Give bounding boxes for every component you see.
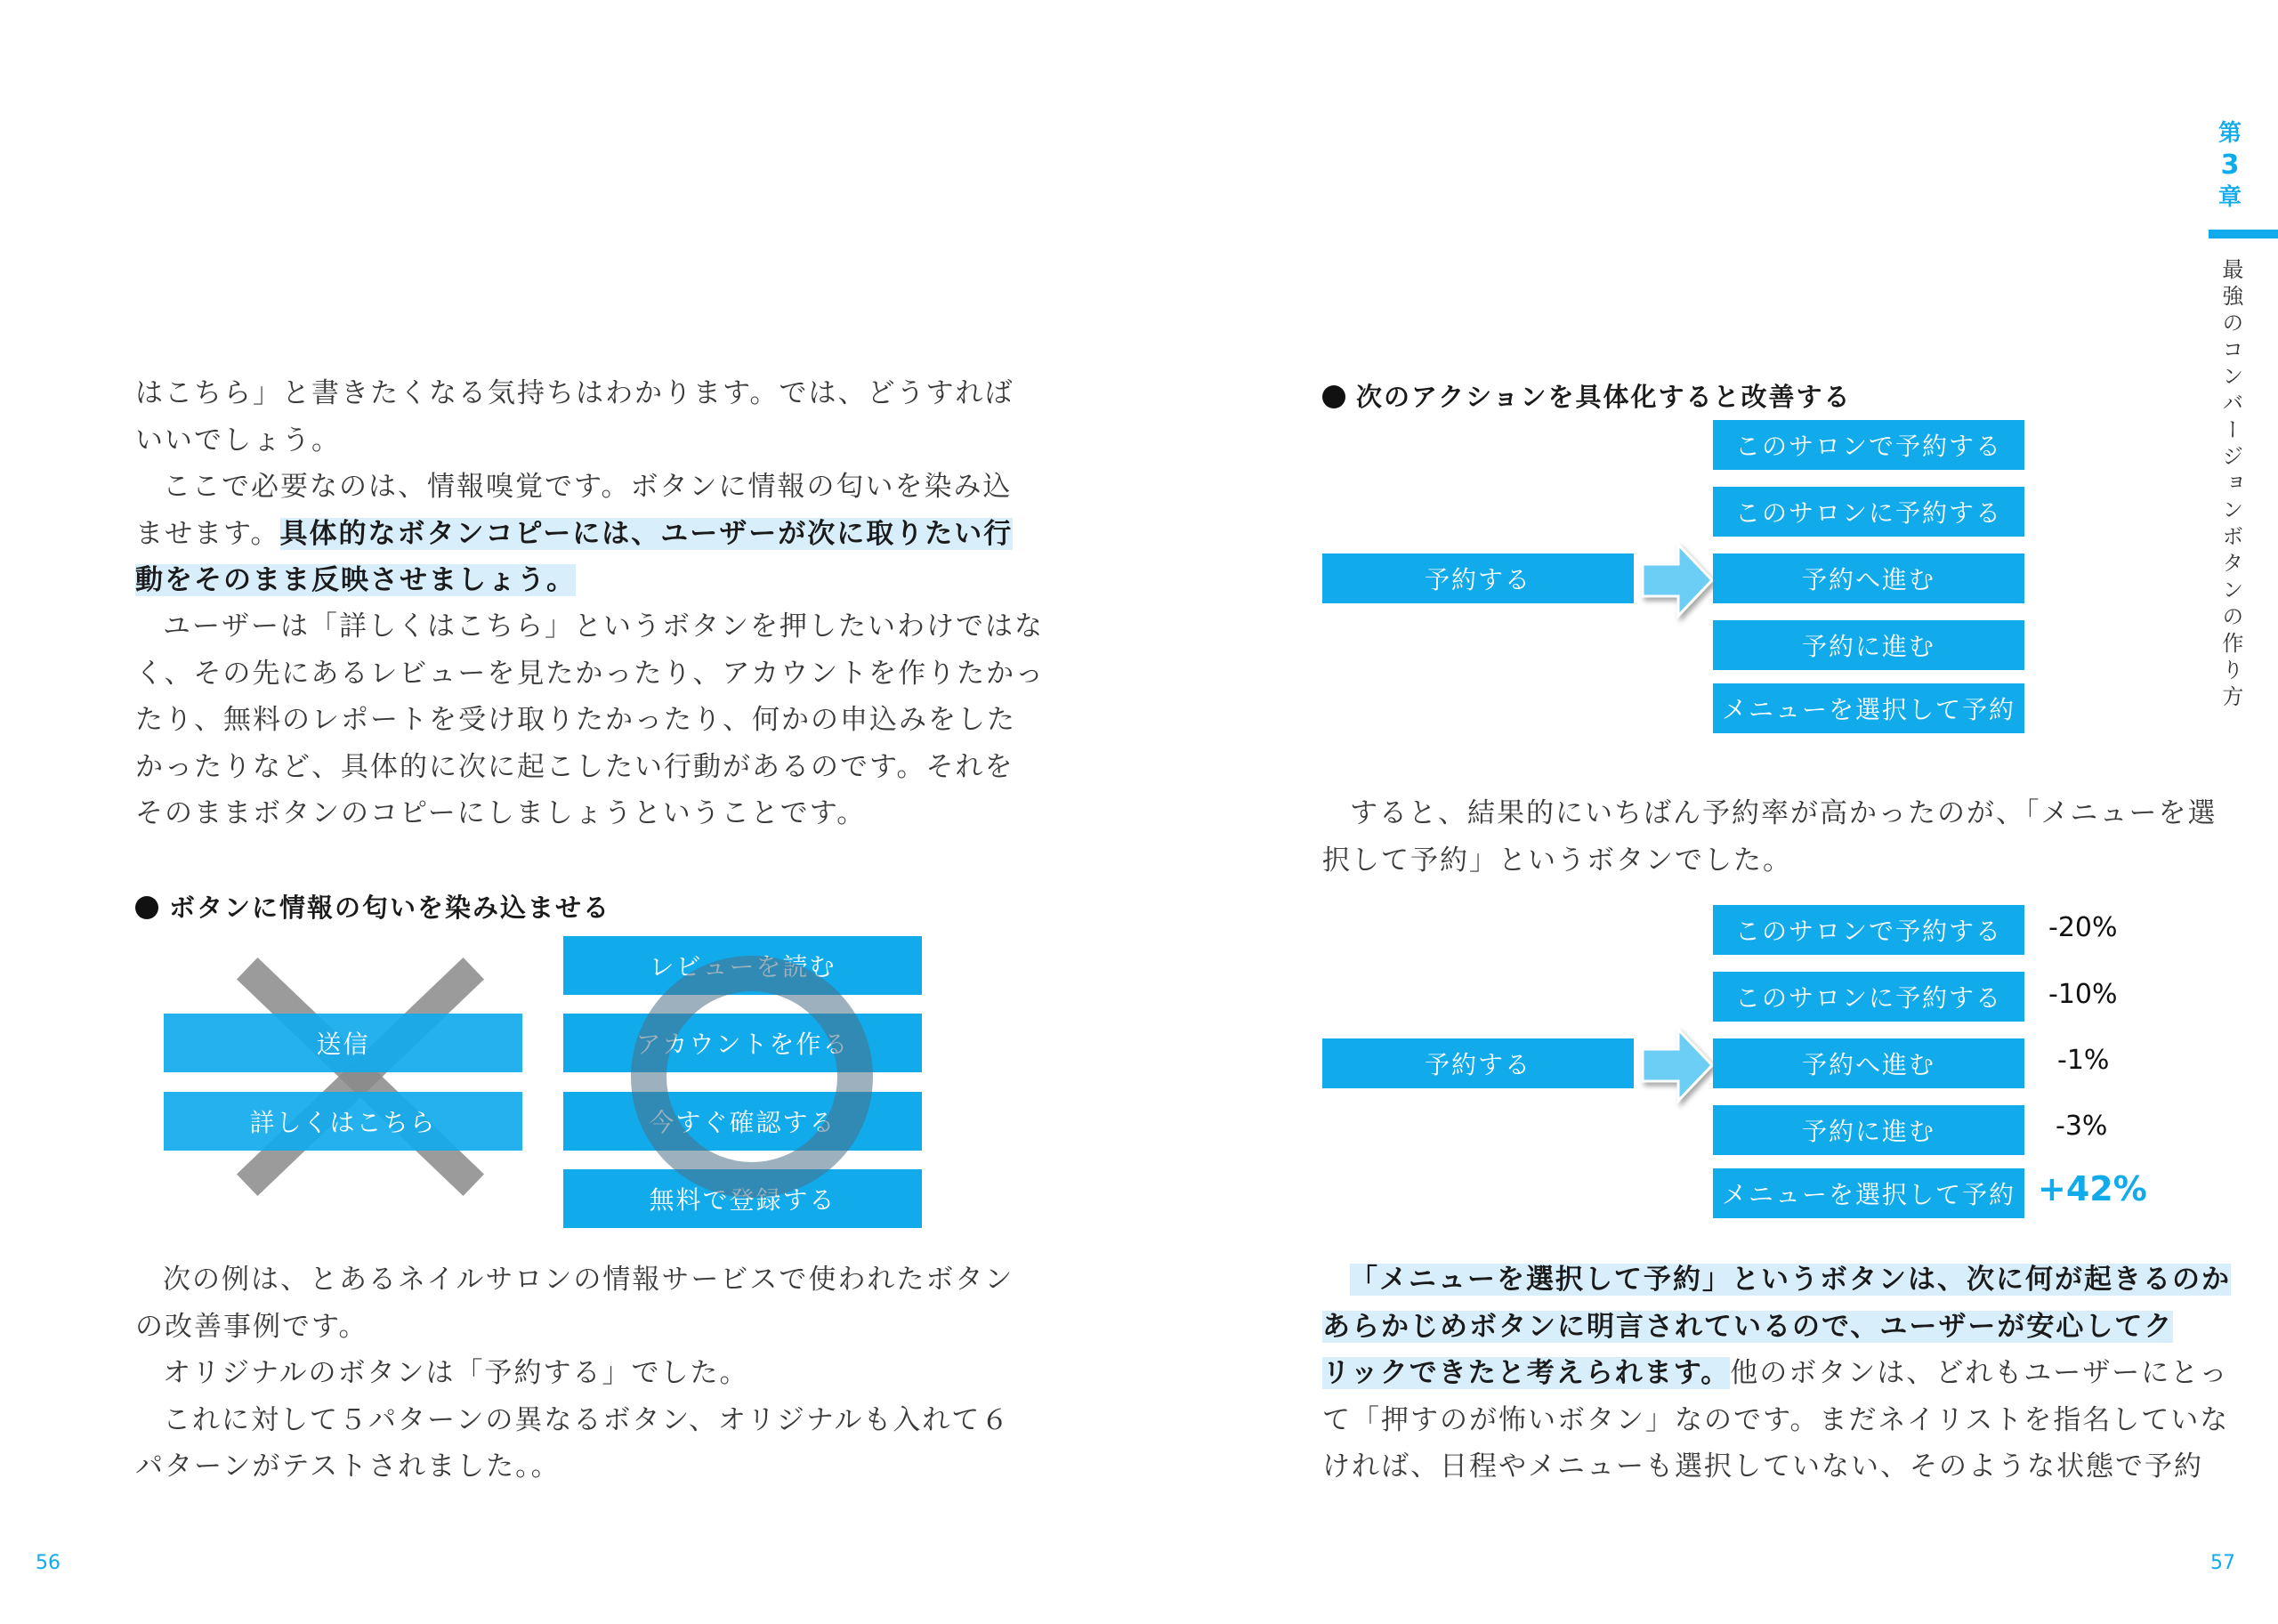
variant-button[interactable]: 予約に進む <box>1713 620 2024 670</box>
result-change: -3% <box>2056 1111 2108 1142</box>
text-line: パターンがテストされました。。 <box>135 1450 561 1483</box>
heading-text: 次のアクションを具体化すると改善する <box>1356 382 1852 412</box>
text-line: これに対して５パターンの異なるボタン、オリジナルも入れて６ <box>163 1403 1011 1436</box>
text-line: オリジナルのボタンは「予約する」でした。 <box>163 1357 749 1389</box>
highlighted-text: 動をそのまま反映させましょう。 <box>135 564 576 596</box>
arrow-icon <box>1637 1022 1717 1108</box>
x-mark-icon <box>240 961 481 1192</box>
text-line: たり、無料のレポートを受け取りたかったり、何かの申込みをした <box>135 704 1016 736</box>
arrow-icon <box>1637 537 1717 623</box>
text-line: 次の例は、とあるネイルサロンの情報サービスで使われたボタン <box>163 1264 1014 1296</box>
text-line: の改善事例です。 <box>135 1310 368 1343</box>
highlighted-text: 「メニューを選択して予約」というボタンは、次に何が起きるのか <box>1350 1264 2231 1296</box>
text-line <box>1322 1304 2231 1351</box>
variant-button[interactable]: 予約へ進む <box>1713 553 2024 603</box>
text-line: 択して予約」というボタンでした。 <box>1322 844 1792 877</box>
result-change: -1% <box>2057 1045 2110 1076</box>
text-line: ここで必要なのは、情報嗅覚です。ボタンに情報の匂いを染み込 <box>163 471 1013 503</box>
chapter-label-top: 第 <box>2217 120 2242 147</box>
left-paragraph-1 <box>135 370 1014 464</box>
text-line: ければ、日程やメニューも選択していない、そのような状態で予約 <box>1322 1450 2203 1483</box>
result-button[interactable]: 予約へ進む <box>1713 1038 2024 1088</box>
good-button-read-reviews[interactable]: レビューを読む <box>563 936 922 995</box>
text-line: はこちら」と書きたくなる気持ちはわかります。では、どうすれば <box>135 377 1014 409</box>
text-line: かったりなど、具体的に次に起こしたい行動があるのです。それを <box>135 750 1014 783</box>
good-button-check-now[interactable]: 今すぐ確認する <box>563 1092 922 1151</box>
chapter-label <box>2205 117 2255 214</box>
text-line <box>1322 1350 2231 1397</box>
result-button[interactable]: メニューを選択して予約 <box>1713 1168 2024 1218</box>
variant-button[interactable]: このサロンに予約する <box>1713 487 2024 537</box>
text-line <box>135 511 1013 558</box>
text-line: いいでしょう。 <box>135 424 341 456</box>
result-button[interactable]: 予約に進む <box>1713 1105 2024 1155</box>
text-line: ユーザーは「詳しくはこちら」というボタンを押したいわけではな <box>163 610 1044 642</box>
highlighted-text: 具体的なボタンコピーには、ユーザーが次に取りたい行 <box>279 517 1014 550</box>
bad-button-details[interactable]: 詳しくはこちら <box>164 1092 522 1151</box>
bullet-icon <box>1322 385 1345 408</box>
chapter-title <box>2205 258 2255 712</box>
right-paragraph-1 <box>1322 790 2217 884</box>
good-button-create-account[interactable]: アカウントを作る <box>563 1014 922 1072</box>
text-plain: ませます。 <box>135 517 280 550</box>
chapter-label-bottom: 章 <box>2217 184 2242 211</box>
left-paragraph-4 <box>135 1256 1014 1491</box>
o-mark-icon <box>627 952 876 1201</box>
variant-button[interactable]: このサロンで予約する <box>1713 420 2024 470</box>
result-change-best: +42% <box>2038 1169 2147 1208</box>
page-number-left: 56 <box>36 1552 61 1574</box>
chapter-number: 3 <box>2220 149 2240 181</box>
section-heading <box>1322 377 1852 414</box>
bad-button-submit[interactable]: 送信 <box>164 1014 522 1072</box>
text-line: すると、結果的にいちばん予約率が高かったのが、「メニューを選 <box>1350 797 2217 829</box>
text-plain: 他のボタンは、どれもユーザーにとっ <box>1730 1357 2229 1389</box>
right-page <box>1139 0 2278 1624</box>
page-number-right: 57 <box>2210 1552 2235 1574</box>
text-line: そのままボタンのコピーにしましょうということです。 <box>135 797 867 829</box>
good-button-register-free[interactable]: 無料で登録する <box>563 1169 922 1228</box>
left-paragraph-3 <box>135 603 1045 837</box>
original-button[interactable]: 予約する <box>1322 1038 1634 1088</box>
result-button[interactable]: このサロンで予約する <box>1713 905 2024 955</box>
section-heading <box>135 888 610 925</box>
variant-button[interactable]: メニューを選択して予約 <box>1713 683 2024 733</box>
highlighted-text: リックできたと考えられます。 <box>1322 1357 1731 1389</box>
right-paragraph-2 <box>1322 1256 2231 1491</box>
heading-text: ボタンに情報の匂いを染み込ませる <box>169 893 611 923</box>
text-line <box>1322 1256 2231 1304</box>
text-line: く、その先にあるレビューを見たかったり、アカウントを作りたかっ <box>135 657 1046 690</box>
text-line: て「押すのが怖いボタン」なのです。まだネイリストを指名していな <box>1322 1403 2230 1436</box>
result-change: -20% <box>2048 912 2118 943</box>
bullet-icon <box>135 896 158 919</box>
original-button[interactable]: 予約する <box>1322 553 1634 603</box>
result-change: -10% <box>2048 979 2118 1010</box>
left-paragraph-2 <box>135 464 1013 604</box>
chapter-divider <box>2209 230 2278 238</box>
highlighted-text: あらかじめボタンに明言されているので、ユーザーが安心してク <box>1322 1310 2174 1343</box>
text-line <box>135 557 1013 604</box>
chapter-title-text: 最強のコンバージョンボタンの作り方 <box>2217 258 2243 712</box>
result-button[interactable]: このサロンに予約する <box>1713 972 2024 1022</box>
